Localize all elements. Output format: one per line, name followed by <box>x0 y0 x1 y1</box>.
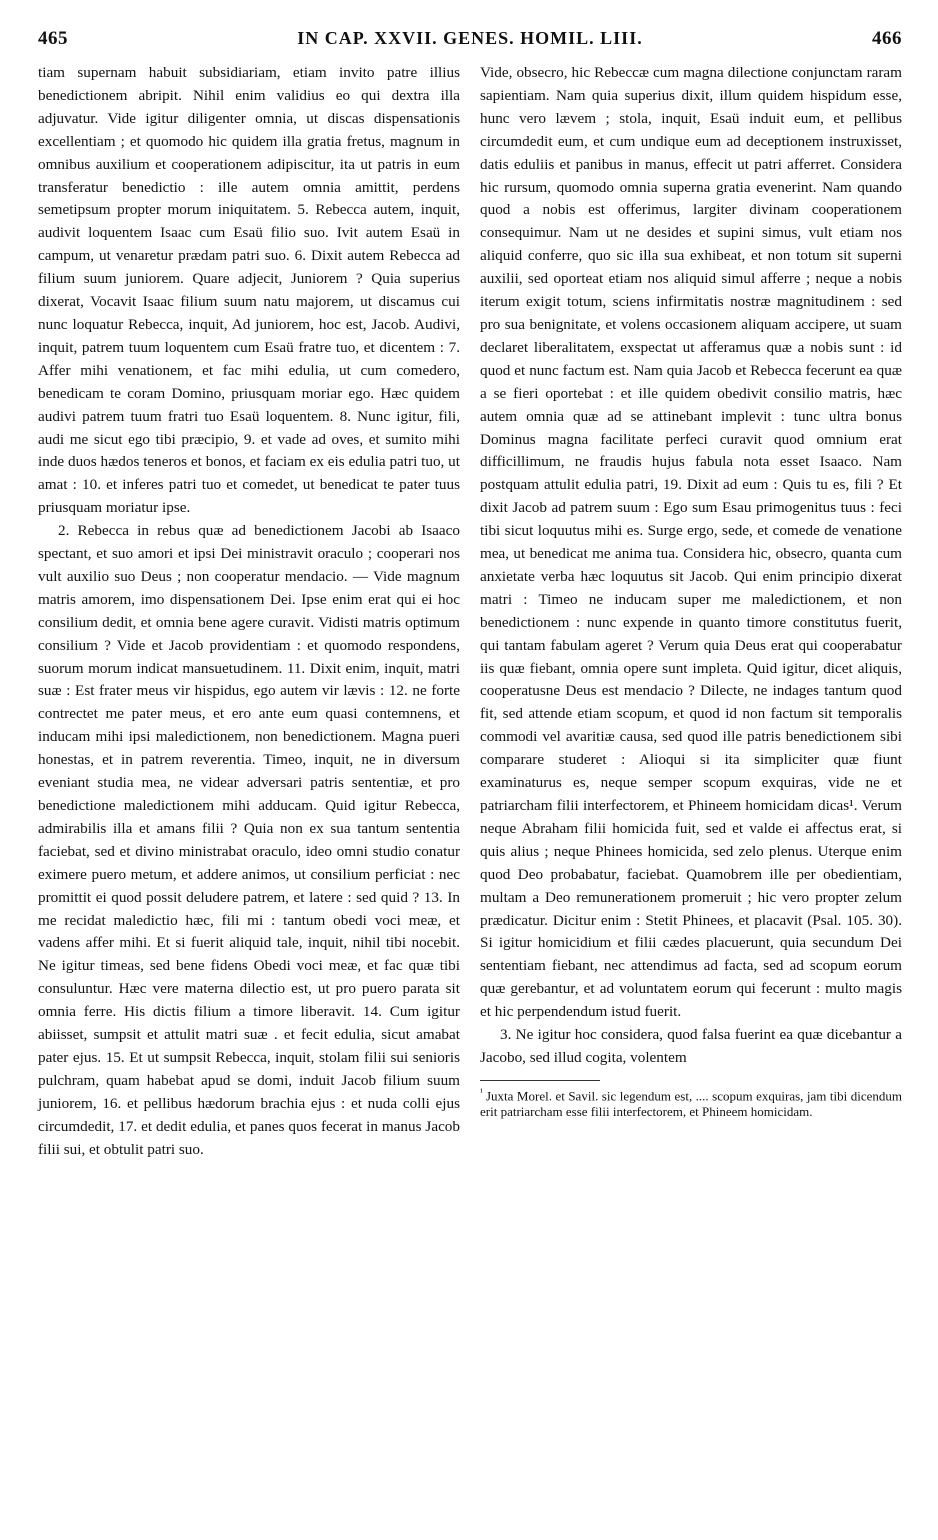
footnote-mark: ¹ <box>480 1086 483 1098</box>
paragraph: 2. Rebecca in rebus quæ ad benedictionem Jacobi ab Isaaco spectant, et suo amori et ipsi Dei ministravit oraculo ; cooperari nos vult auxilio suo Deus ; non cooperatur mendacio. — Vide magnum matris amorem, imo dispensationem Dei. Ipse enim erat qui ei hoc consilium dedit, et omnia bene agere curavit. Vidisti matris optimum consilium ? Vide et Jacob providentiam : et quomodo respondens, suorum morum indicat mansuetudinem. 11. Dixit enim, inquit, matri suæ : Est frater meus vir hispidus, ego autem vir lævis : 12. ne forte contrectet me pater meus, et ero ante eum quasi contemnens, et inducam mihi ipsi maledictionem, non benedictionem. Magna pueri honestas, et in patrem reverentia. Timeo, inquit, ne in diversum eveniant studia mea, ne videar adversari patris sententiæ, et pro benedictione maledictionem mihi adducam. Quid igitur Rebecca, admirabilis illa et amans filii ? Quia non ex sua tantum sententia faciebat, sed et divino ministrabat oraculo, ideo omni studio conatur eximere puero metum, et addere animos, ut consilium perficiat : nec promittit ei quod possit deludere patrem, et latere : sed quid ? 13. In me recidat maledictio hæc, fili mi : tantum obedi voci meæ, et vadens affer mihi. Et si fuerit aliquid tale, inquit, nihil tibi nocebit. Ne igitur timeas, sed bene fidens Obedi voci meæ, et fac quæ tibi consuluntur. Hæc vere materna dilectio est, ut pro puero parata sit omnia ferre. His dictis filium a timore liberavit. 14. Cum igitur abiisset, sumpsit et attulit matri suæ . et fecit edulia, sicut amabat pater ejus. 15. Et ut sumpsit Rebecca, inquit, stolam filii sui senioris pulchram, quam habebat apud se domi, induit Jacob filium suum juniorem, 16. et pellibus hædorum brachia ejus : et nuda colli ejus circumdedit, 17. et dedit edulia, et panes quos fecerat in manus Jacob filii sui, et obtulit patri suo. <box>38 522 460 1158</box>
right-column <box>480 62 902 1162</box>
running-head <box>38 28 902 58</box>
left-column <box>38 62 460 1162</box>
footnote-text: Juxta Morel. et Savil. sic legendum est, .... scopum exquiras, jam tibi dicendum erit patriarcham esse filii interfectorem, et Phineem homicidam. <box>480 1088 902 1120</box>
running-title: IN CAP. XXVII. GENES. HOMIL. LIII. <box>297 28 643 48</box>
paragraph: tiam supernam habuit subsidiariam, etiam invito patre illius benedictionem abripit. Nihil enim validius eo qui dextra illa adjuvatur. Vide igitur diligenter omnia, ut discas dispensationis excellentiam ; et quomodo hic quidem illa gratia fretus, magnum in omnibus auxilium et cooperationem adipiscitur, ita ut patris in eum transferatur benedictio : ille autem omnia amittit, perdens semetipsum propter morum iniquitatem. 5. Rebecca autem, inquit, audivit loquentem Isaac cum Esaü filio suo. Ivit autem Esaü in campum, ut venaretur prædam patri suo. 6. Dixit autem Rebecca ad filium suum juniorem. Quare adjecit, Juniorem ? Quia superius dixerat, Vocavit Isaac filium suum natu majorem, ut discamus cui nunc loquatur Rebecca, inquit, Ad juniorem, hoc est, Jacob. Audivi, inquit, patrem tuum loquentem cum Esaü fratre tuo, et dicentem : 7. Affer mihi venationem, et fac mihi edulia, ut cum comedero, benedicam te coram Domino, priusquam moriar ego. Hæc quidem audivi patrem tuum fratri tuo Esaü loquentem. 8. Nunc igitur, fili, audi me sicut ego tibi præcipio, 9. et vade ad oves, et sumito mihi inde duos hædos teneros et bonos, et faciam ex eis edulia patri tuo, ut amat : 10. et inferes patri tuo et comedet, ut benedicat te pater tuus priusquam moriatur ipse. <box>38 64 460 517</box>
page-number-left: 465 <box>38 28 68 49</box>
text-columns <box>38 62 902 1162</box>
footnote <box>480 1085 902 1120</box>
paragraph: Vide, obsecro, hic Rebeccæ cum magna dilectione conjunctam raram sapientiam. Nam quia superius dixit, illum quidem hispidum esse, hunc vero lævem ; stola, inquit, Esaü induit eum, et pellibus circumdedit eum, et cum undique eum ad deceptionem instruxisset, datis eduliis et panibus in manus, effecit ut patri afferret. Considera hic rursum, quomodo omnia superna gratia evenerint. Nam quando quod a nobis est offerimus, largiter divinam cooperationem consequimur. Nam ut ne desides et supini simus, vult etiam nos aliquid conferre, quo sic illa sua exhibeat, et non totum sit superni auxilii, sed oporteat etiam nos aliquid simul afferre ; neque a nobis iterum exigit totum, sciens infirmitatis nostræ magnitudinem : sed pro sua benignitate, et volens occasionem aliquam accipere, ut suam declaret liberalitatem, exspectat ut afferamus quæ a nobis sunt : id quod et nunc factum est. Nam quia Jacob et Rebecca fecerunt ea quæ a se fieri oportebat : et ille quidem obedivit consilio matris, hæc autem omnia quæ ad se attinebant implevit : tunc ultra bonus Dominus magna facilitate perfeci curavit quod omnium erat difficillimum, ne fraudis hujus fabula nota esset Isaaco. Nam postquam attulit edulia patri, 19. Dixit ad eum : Quis tu es, fili ? Et dixit Jacob ad patrem suum : Ego sum Esau primogenitus tuus : feci tibi sicut loquutus mihi es. Surge ergo, sede, et comede de venatione mea, ut benedicat me anima tua. Considera hic, obsecro, quanta cum anxietate verba hæc loquutus sit Jacob. Qui enim principio dixerat matri : Timeo ne inducam super me maledictionem, et non benedictionem : nunc expende in quanto timore constitutus fuerit, qui tantam fabulam ageret ? Verum quia Deus erat qui cooperabatur iis quæ fiebant, omnia opere sunt impleta. Quid igitur, dicet aliquis, cooperatusne Deus est mendacio ? Dilecte, ne indages tantum quod fit, sed attende etiam scopum, et quod id non factum sit temporalis commodi vel avaritiæ causa, sed quod ille patris benedictionem sibi comparare studeret : Alioqui si ita simpliciter quæ fiunt examinaturus es, neque semper scopum exquiras, vide ne et patriarcham filii interfectorem, et Phineem homicidam dicas¹. Verum neque Abraham filii homicida fuit, sed et valde ei affectus erat, si quis alius ; neque Phinees homicida, sed zelo plenus. Uterque enim quod Deo probabatur, faciebat. Quamobrem ille per obedientiam, multam a Deo remunerationem promeruit ; hic vero propter zelum prædicatur. Dicitur enim : Stetit Phinees, et placavit (Psal. 105. 30). Si igitur homicidium et filii cædes placuerunt, quia secundum Dei sententiam fiebant, nec attendimus ad facta, sed ad scopum eorum quæ gerebantur, et ad voluntatem eorum qui fecerunt : multo magis et hic perpendendum istud fuerit. <box>480 64 902 1021</box>
paragraph: 3. Ne igitur hoc considera, quod falsa fuerint ea quæ dicebantur a Jacobo, sed illud cogita, volentem <box>480 1026 902 1066</box>
page-number-right: 466 <box>872 28 902 49</box>
footnote-divider <box>480 1080 600 1081</box>
